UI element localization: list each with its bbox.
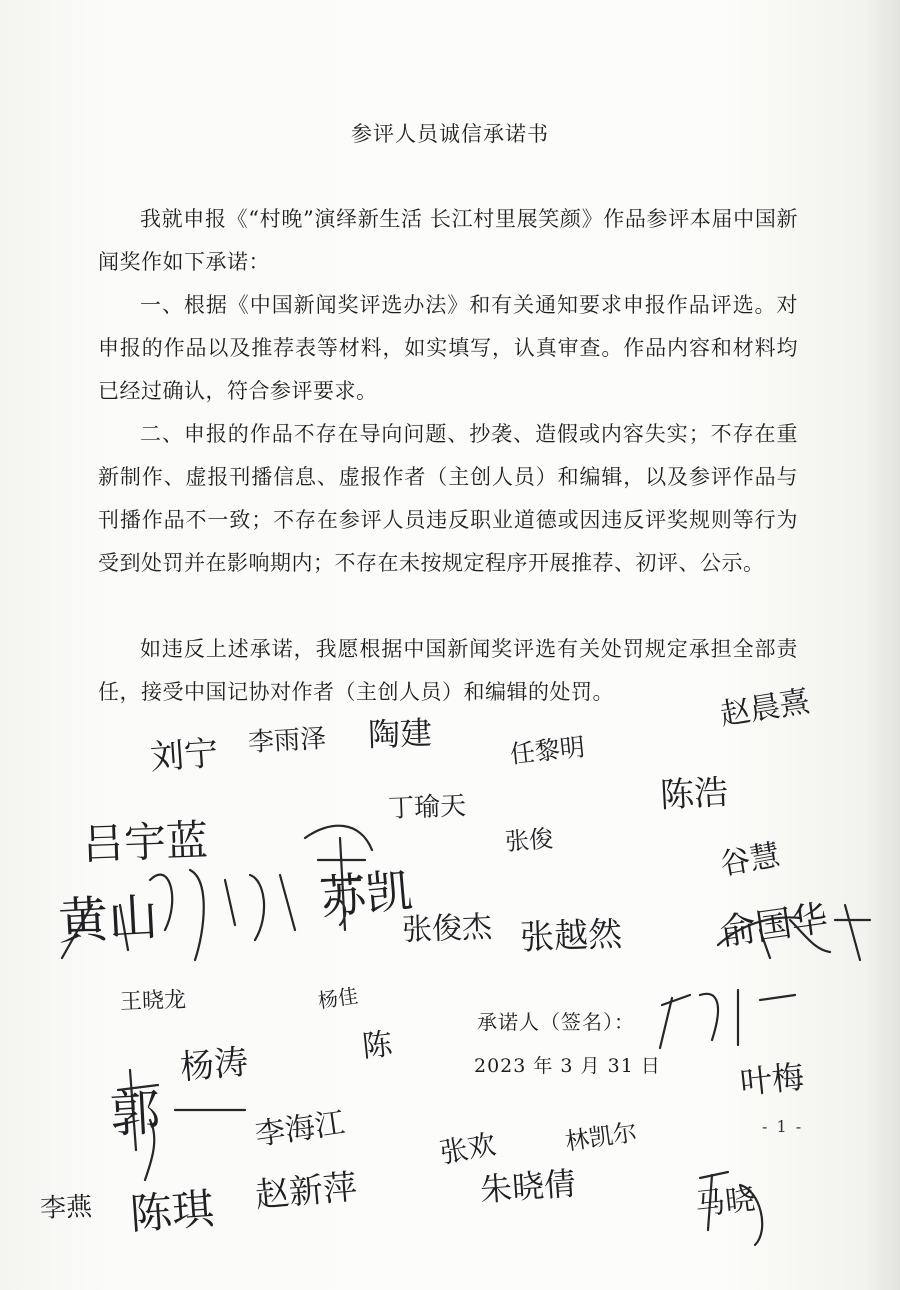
signature-4: 任黎明 xyxy=(508,732,587,769)
signature-6: 丁瑜天 xyxy=(387,791,467,824)
signature-16: 王晓龙 xyxy=(119,987,187,1015)
signature-28: 朱晓倩 xyxy=(478,1164,578,1209)
signature-27: 赵新萍 xyxy=(253,1167,359,1216)
paragraph-closing: 如违反上述承诺，我愿根据中国新闻奖评选有关处罚规定承担全部责任，接受中国记协对作者（主创人员）和编辑的处罚。 xyxy=(98,637,798,704)
signature-23: 林凯尔 xyxy=(563,1118,639,1156)
signature-29: 马晓 xyxy=(693,1181,757,1223)
signature-18: 陈 xyxy=(360,1026,395,1065)
signature-label: 承诺人（签名）： xyxy=(477,1010,635,1034)
signature-11: 苏凯 xyxy=(317,863,415,925)
signature-9: 张俊 xyxy=(504,824,555,856)
signature-1: 刘宁 xyxy=(148,733,220,778)
signature-2: 李雨泽 xyxy=(247,723,327,758)
signature-21: 李海江 xyxy=(253,1105,348,1153)
signature-10: 谷慧 xyxy=(717,837,783,883)
signature-19: 杨涛 xyxy=(178,1042,250,1088)
signature-8: 吕宇蓝 xyxy=(81,815,209,869)
signature-20: 郭 xyxy=(108,1083,162,1144)
signature-15: 俞国华 xyxy=(717,898,831,954)
paragraph-commitment-2: 二、申报的作品不存在导向问题、抄袭、造假或内容失实；不存在重新制作、虚报刊播信息、虚报作者（主创人员）和编辑，以及参评作品与刊播作品不一致；不存在参评人员违反职业道德或因违反评奖规则等行为受到处罚并在影响期内；不存在未按规定程序开展推荐、初评、公示。 xyxy=(98,422,798,575)
signature-17: 杨佳 xyxy=(316,983,360,1013)
paragraph-commitment-1: 一、根据《中国新闻奖评选办法》和有关通知要求申报作品评选。对申报的作品以及推荐表等材料，如实填写，认真审查。作品内容和材料均已经过确认，符合参评要求。 xyxy=(98,293,798,403)
signature-14: 张越然 xyxy=(519,914,623,958)
signature-3: 陶建 xyxy=(367,713,433,754)
signature-12: 黄山 xyxy=(56,887,160,951)
signature-26: 陈琪 xyxy=(128,1184,216,1239)
signature-5: 赵晨熹 xyxy=(717,684,813,733)
signature-25: 李燕 xyxy=(39,1192,93,1224)
signature-13: 张俊杰 xyxy=(401,909,493,948)
signature-date: 2023 年 3 月 31 日 xyxy=(474,1055,661,1077)
signature-22: 张欢 xyxy=(437,1127,499,1170)
document-title: 参评人员诚信承诺书 xyxy=(351,122,549,146)
paragraph-intro: 我就申报《“村晚”演绎新生活 长江村里展笑颜》作品参评本届中国新闻奖作如下承诺： xyxy=(98,207,798,274)
signature-24: 叶梅 xyxy=(738,1057,806,1102)
signature-7: 陈浩 xyxy=(659,772,730,816)
page-number: - 1 - xyxy=(762,1117,804,1136)
